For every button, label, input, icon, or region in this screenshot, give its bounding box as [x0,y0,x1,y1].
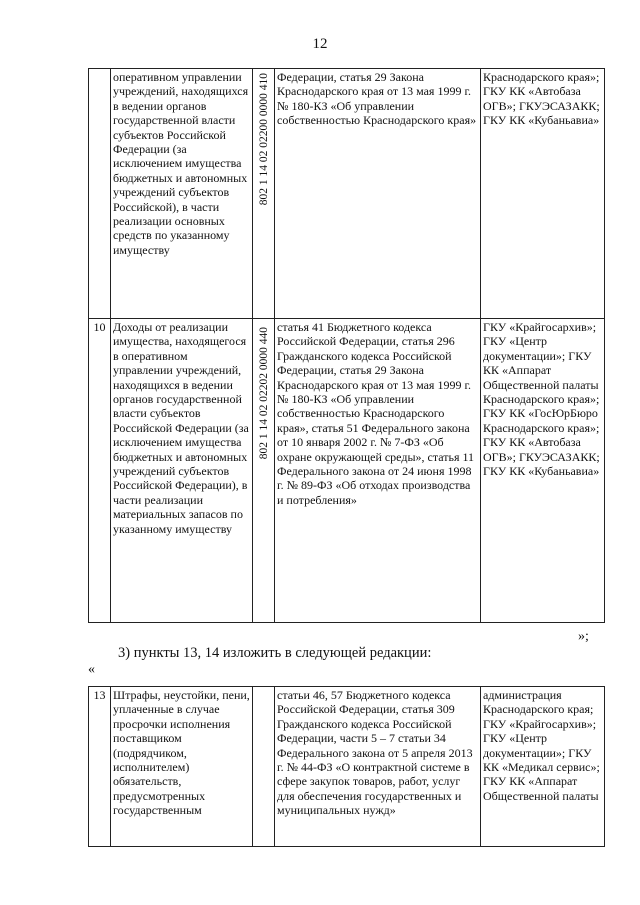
revenue-table-continued [88,68,605,623]
revenue-table-new-items [88,686,605,847]
opening-quote: « [88,662,95,677]
administrators: Краснодарского края»; ГКУ КК «Автобаза ОГВ»; ГКУЭСАЗАКК; ГКУ КК «Кубаньавиа» [481,69,605,319]
budget-classification-code [253,687,275,847]
budget-classification-code: 802 1 14 02 02200 0000 410 [253,69,275,319]
page-number: 12 [312,36,328,52]
row-number: 10 [89,319,111,623]
administrators: администрация Краснодарского края; ГКУ «Крайгосархив»; ГКУ «Центр документации»; ГКУ КК «Медикал сервис»; ГКУ КК «Аппарат Общественной палаты [481,687,605,847]
administrators: ГКУ «Крайгосархив»; ГКУ «Центр документации»; ГКУ КК «Аппарат Общественной палаты Краснодарского края»; ГКУ КК «ГосЮрБюро Краснодарского края»; ГКУ КК «Автобаза ОГВ»; ГКУЭСАЗАКК; ГКУ КК «Кубаньавиа» [481,319,605,623]
amendment-paragraph: 3) пункты 13, 14 изложить в следующей редакции: [118,645,432,661]
row-number: 13 [89,687,111,847]
legal-basis: статья 41 Бюджетного кодекса Российской Федерации, статья 296 Гражданского кодекса Российской Федерации, статья 29 Закона Краснодарского края от 13 мая 1999 г. № 180-КЗ «Об управлении собственностью Краснодарского края», статья 51 Федерального закона от 10 января 2002 г. № 7-ФЗ «Об охране окружающей среды», статья 11 Федерального закона от 24 июня 1998 г. № 89-ФЗ «Об отходах производства и потребления» [275,319,481,623]
row-number [89,69,111,319]
revenue-description: Штрафы, неустойки, пени, уплаченные в случае просрочки исполнения поставщиком (подрядчиком, исполнителем) обязательств, предусмотренных государственным [111,687,253,847]
table-row [89,69,605,319]
budget-classification-code: 802 1 14 02 02202 0000 440 [253,319,275,623]
legal-basis: Федерации, статья 29 Закона Краснодарского края от 13 мая 1999 г. № 180-КЗ «Об управлении собственностью Краснодарского края» [275,69,481,319]
table-row [89,687,605,847]
revenue-description: оперативном управлении учреждений, находящихся в ведении органов государственной власти субъектов Российской Федерации (за исключением имущества бюджетных и автономных учреждений субъектов Российской), в части реализации основных средств по указанному имуществу [111,69,253,319]
table-row [89,319,605,623]
legal-basis: статьи 46, 57 Бюджетного кодекса Российской Федерации, статья 309 Гражданского кодекса Российской Федерации, части 5 – 7 статьи 34 Федерального закона от 5 апреля 2013 г. № 44-ФЗ «О контрактной системе в сфере закупок товаров, работ, услуг для обеспечения государственных и муниципальных нужд» [275,687,481,847]
revenue-description: Доходы от реализации имущества, находящегося в оперативном управлении учреждений, находящихся в ведении органов государственной власти субъектов Российской Федерации (за исключением имущества бюджетных и автономных учреждений субъектов Российской Федерации), в части реализации материальных запасов по указанному имуществу [111,319,253,623]
closing-quote: »; [578,629,589,644]
